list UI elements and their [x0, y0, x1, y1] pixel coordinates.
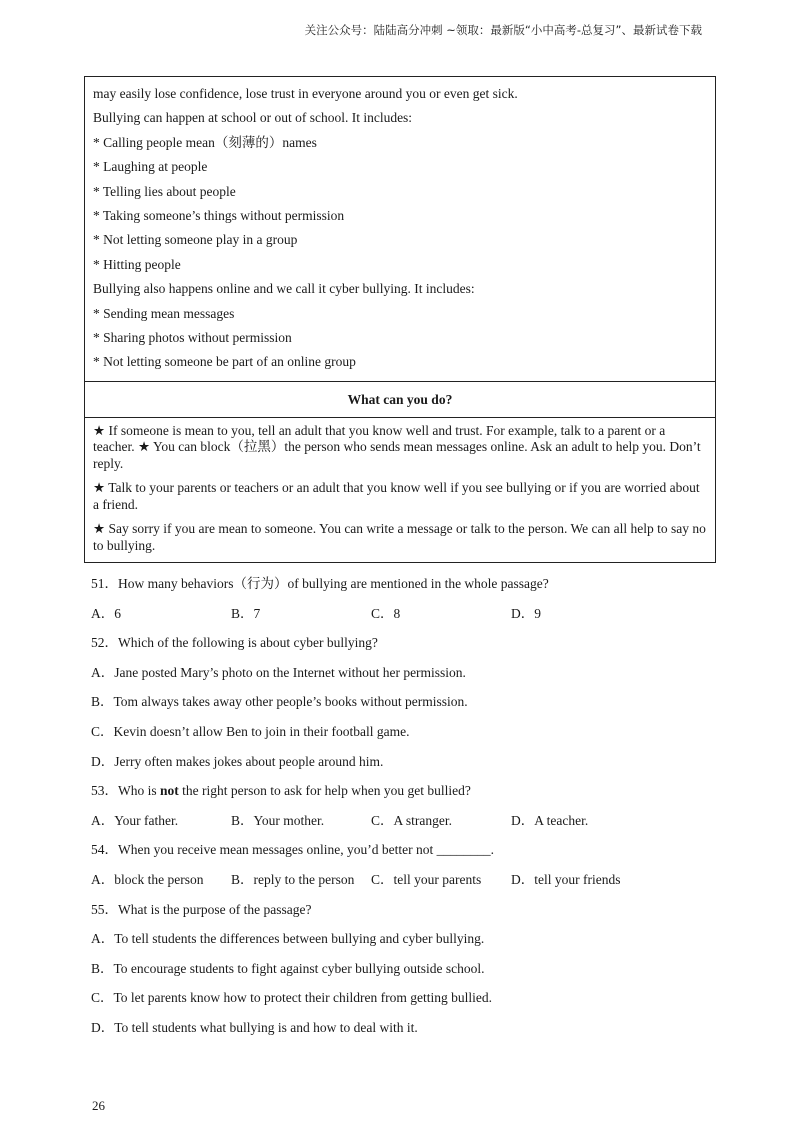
question-53-stem-pre: 53．Who is	[91, 783, 160, 799]
option-c: C．tell your parents	[371, 871, 482, 887]
page-number: 26	[92, 1098, 105, 1113]
section-heading: What can you do?	[85, 381, 715, 418]
option-c: C．A stranger.	[371, 812, 452, 828]
question-54-options	[91, 865, 711, 895]
option-b: B．Your mother.	[231, 812, 325, 828]
option-c: C．Kevin doesn’t allow Ben to join in their football game.	[91, 723, 410, 739]
option-d: D．9	[511, 605, 541, 621]
option-b: B．Tom always takes away other people’s books without permission.	[91, 694, 468, 710]
passage-line: Bullying can happen at school or out of school. It includes:	[93, 110, 413, 126]
passage-line: may easily lose confidence, lose trust in everyone around you or even get sick.	[93, 86, 518, 101]
tip-paragraph: ★ Say sorry if you are mean to someone. You can write a message or talk to the person. We can all help to say no to bullying.	[93, 521, 706, 553]
passage-line: * Sharing photos without permission	[93, 329, 292, 345]
passage-line: * Taking someone’s things without permission	[93, 207, 345, 223]
option-c: C．8	[371, 605, 401, 621]
passage-table	[84, 76, 716, 563]
question-53-emphasis: not	[160, 783, 179, 799]
passage-line: * Telling lies about people	[93, 183, 236, 199]
option-d: D．Jerry often makes jokes about people around him.	[91, 753, 384, 769]
passage-line: * Not letting someone be part of an online group	[93, 354, 356, 370]
option-a: A．block the person	[91, 871, 204, 887]
tips-section	[85, 418, 715, 563]
option-c: C．To let parents know how to protect their children from getting bullied.	[91, 990, 492, 1006]
question-52-stem: 52．Which of the following is about cyber bullying?	[91, 635, 378, 651]
option-d: D．tell your friends	[511, 871, 621, 887]
passage-text	[85, 77, 715, 381]
option-b: B．7	[231, 605, 261, 621]
option-a: A．Your father.	[91, 812, 179, 828]
option-d: D．A teacher.	[511, 812, 589, 828]
option-d: D．To tell students what bullying is and how to deal with it.	[91, 1019, 418, 1035]
passage-line: Bullying also happens online and we call it cyber bullying. It includes:	[93, 281, 475, 297]
passage-line: * Sending mean messages	[93, 305, 235, 321]
question-51-options	[91, 599, 711, 629]
question-54-stem: 54．When you receive mean messages online, you’d better not ________.	[91, 842, 495, 858]
passage-line: * Not letting someone play in a group	[93, 232, 298, 248]
question-53-stem	[91, 776, 711, 806]
page-header: 关注公众号：陆陆高分冲刺 ~领取：最新版“小中高考-总复习”、最新试卷下载	[304, 23, 702, 37]
passage-line: * Hitting people	[93, 256, 181, 272]
option-b: B．reply to the person	[231, 871, 355, 887]
passage-line: * Laughing at people	[93, 159, 208, 175]
tip-paragraph: ★ Talk to your parents or teachers or an adult that you know well if you see bullying or if you are worried about a friend.	[93, 480, 700, 512]
question-53-options	[91, 806, 711, 836]
option-a: A．6	[91, 605, 121, 621]
questions	[91, 569, 711, 1043]
option-a: A．To tell students the differences between bullying and cyber bullying.	[91, 931, 485, 947]
tip-paragraph: ★ If someone is mean to you, tell an adult that you know well and trust. For example, talk to a parent or a teacher. ★ You can block（拉黑）the person who sends mean messages online. Ask an adult to help you. Don’t reply.	[93, 422, 701, 471]
passage-line: * Calling people mean（刻薄的）names	[93, 134, 317, 150]
question-53-stem-post: the right person to ask for help when you get bullied?	[178, 783, 471, 799]
option-b: B．To encourage students to fight against cyber bullying outside school.	[91, 960, 485, 976]
question-51-stem: 51．How many behaviors（行为）of bullying are mentioned in the whole passage?	[91, 576, 549, 591]
option-a: A．Jane posted Mary’s photo on the Internet without her permission.	[91, 664, 466, 680]
question-55-stem: 55．What is the purpose of the passage?	[91, 901, 312, 917]
